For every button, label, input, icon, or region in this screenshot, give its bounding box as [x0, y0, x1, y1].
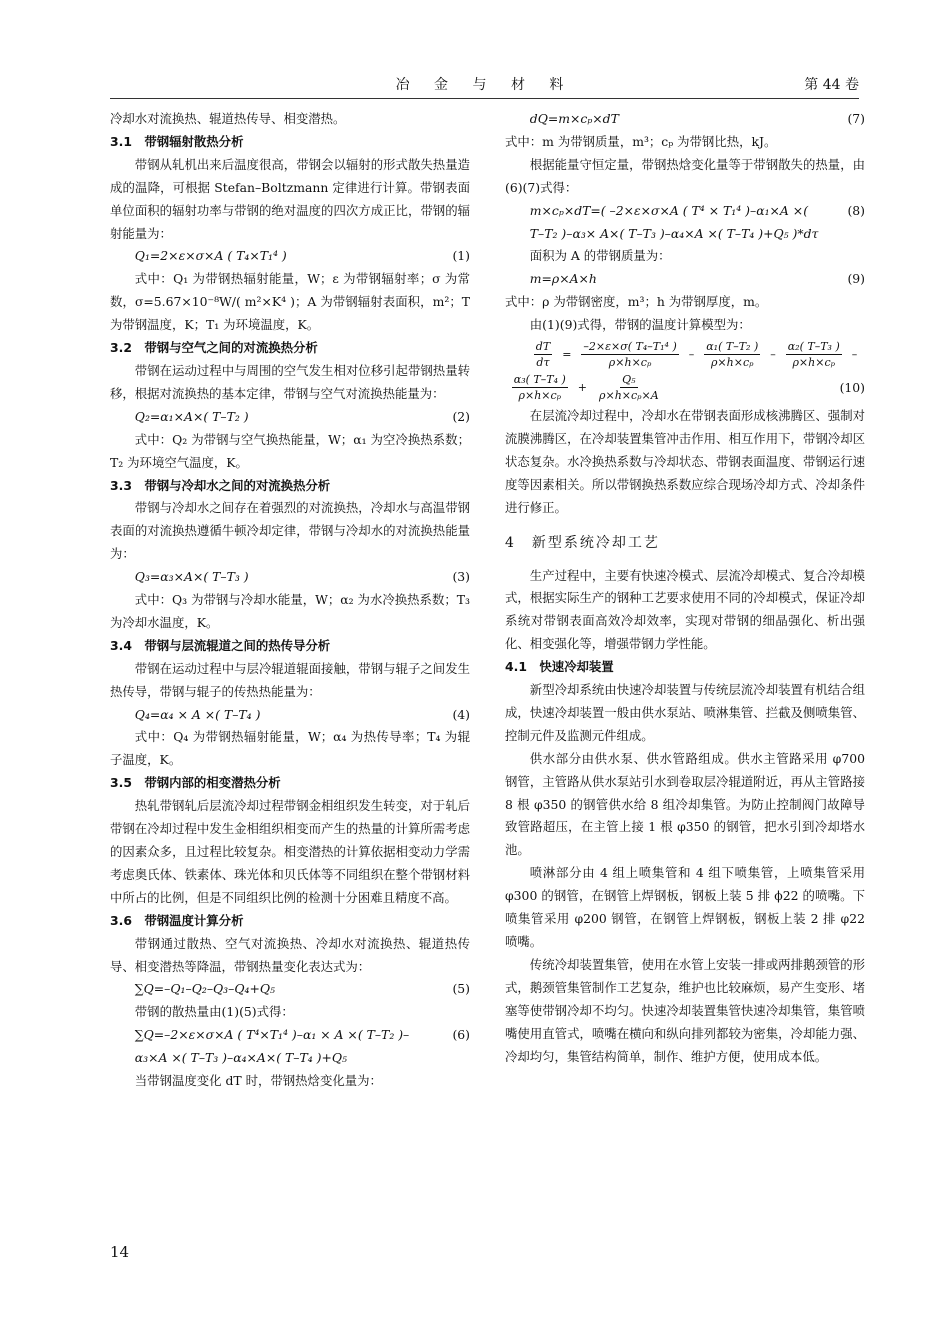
numerator: –2×ε×σ( T₄–T₁⁴ ) [583, 340, 677, 354]
operator: + [577, 381, 588, 395]
paragraph: 供水部分由供水泵、供水管路组成。供水主管路采用 φ700 钢管，主管路从供水泵站引水到卷取层冷辊道附近，再从主管路接 8 根 φ350 的钢管供水给 8 组冷却集管。为防止控制阀门故障导致管路超压，在主管上接 1 根 φ350 的钢管，把水引到冷却塔水池。 [505, 750, 865, 858]
section-heading-3-2: 3.2 带钢与空气之间的对流换热分析 [110, 340, 318, 356]
equation-text: Q₁=2×ε×σ×A ( T₄×T₁⁴ ) [134, 248, 287, 264]
left-column [110, 108, 470, 1093]
denominator: ρ×h×cₚ [518, 389, 562, 403]
operator: – [770, 348, 776, 362]
paragraph: 带钢的散热量由(1)(5)式得： [134, 1004, 294, 1020]
paragraph: 由(1)(9)式得，带钢的温度计算模型为： [529, 317, 751, 333]
fraction [512, 372, 568, 403]
equation-text: Q₂=α₁×A×( T–T₂ ) [134, 408, 249, 424]
paragraph: 传统冷却装置集管，使用在水管上安装一排或两排鹅颈管的形式，鹅颈管集管制作工艺复杂，维护也比较麻烦，易产生变形、堵塞等使带钢冷却不均匀。快速冷却装置集管快速冷却集管，集管喷嘴使用直管式，喷嘴在横向和纵向排列都较为密集，冷却能力强、冷却均匀，集管结构简单，制作、维护方便，使用成本低。 [505, 956, 865, 1064]
numerator: α₁( T–T₂ ) [706, 340, 759, 354]
numerator: α₃( T–T₄ ) [513, 373, 566, 387]
equation-text: ∑Q=–Q₁–Q₂–Q₃–Q₄+Q₅ [134, 981, 275, 997]
paragraph: 当带钢温度变化 dT 时，带钢热焓变化量为： [134, 1073, 382, 1089]
equation-10 [505, 339, 865, 403]
denominator: ρ×h×cₚ×A [599, 389, 659, 403]
fraction [597, 372, 661, 403]
equation-text: m=ρ×A×h [529, 271, 597, 287]
paragraph: 带钢从轧机出来后温度很高，带钢会以辐射的形式散失热量造成的温降，可根据 Stefan–Boltzmann 定律进行计算。带钢表面单位面积的辐射功率与带钢的绝对温度的四次方成正比，带钢的辐射能量为： [110, 156, 470, 241]
page-number: 14 [110, 1243, 130, 1261]
equation-number: (8) [847, 202, 865, 218]
equation-text: Q₄=α₄ × A ×( T–T₄ ) [134, 706, 261, 722]
section-heading-4: 4 新型系统冷却工艺 [505, 534, 660, 551]
fraction [704, 339, 760, 370]
section-heading-3-3: 3.3 带钢与冷却水之间的对流换热分析 [110, 477, 331, 493]
paragraph: 在层流冷却过程中，冷却水在带钢表面形成核沸腾区、强制对流膜沸腾区，在冷却装置集管冲击作用、相互作用下，带钢冷却区状态复杂。水冷换热系数与冷却状态、带钢表面温度、带钢运行速度等因素相关。所以带钢换热系数应综合现场冷却方式、冷却条件进行修正。 [505, 408, 865, 515]
equation-2 [110, 406, 470, 429]
denominator: ρ×h×cₚ [792, 356, 835, 370]
paragraph: 式中：Q₁ 为带钢热辐射能量，W；ε 为带钢辐射率；σ 为常数，σ=5.67×10⁻⁸W/( m²×K⁴ )；A 为带钢辐射表面积，m²；T 为带钢温度，K；T₁ 为环境温度，K。 [110, 271, 470, 333]
journal-title: 冶 金 与 材 料 [395, 77, 574, 93]
equation-7 [505, 108, 865, 131]
volume-label: 第 44 卷 [804, 77, 859, 93]
equation-number: (4) [452, 706, 470, 722]
equation-8 [505, 200, 865, 246]
section-heading-3-6: 3.6 带钢温度计算分析 [110, 912, 244, 928]
equation-text: dQ=m×cₚ×dT [529, 111, 619, 126]
denominator: ρ×h×cₚ [710, 356, 754, 370]
numerator: Q₅ [622, 373, 636, 387]
paragraph: 式中：Q₃ 为带钢与冷却水能量，W；α₂ 为水冷换热系数；T₃ 为冷却水温度，K。 [110, 592, 470, 630]
operator: – [851, 348, 858, 362]
denominator: ρ×h×cₚ [608, 356, 652, 370]
section-heading-3-4: 3.4 带钢与层流辊道之间的热传导分析 [110, 637, 331, 653]
equation-number: (5) [452, 981, 470, 997]
numerator: dT [535, 340, 551, 354]
section-heading-3-1: 3.1 带钢辐射散热分析 [110, 133, 244, 149]
equation-1 [110, 245, 470, 268]
section-heading-4-1: 4.1 快速冷却装置 [505, 659, 614, 675]
equation-9 [505, 268, 865, 291]
paragraph: 带钢在运动过程中与层冷辊道辊面接触，带钢与辊子之间发生热传导，带钢与辊子的传热热能量为： [110, 660, 470, 699]
equation-10-line-1 [530, 339, 865, 370]
equation-text: m×cₚ×dT=( –2×ε×σ×A ( T⁴ × T₁⁴ )–α₁×A ×( T–T₂ )–α₃× A×( T–T₃ )–α₄×A ×( T–T₄ )+Q₅ )*dτ [529, 202, 819, 241]
equation-number: (10) [839, 380, 865, 396]
paragraph: 式中：Q₄ 为带钢热辐射能量，W；α₄ 为热传导率；T₄ 为辊子温度，K。 [110, 729, 470, 768]
operator: – [688, 348, 695, 362]
section-heading-3-5: 3.5 带钢内部的相变潜热分析 [110, 775, 281, 791]
fraction [534, 339, 552, 370]
equation-5 [110, 978, 470, 1001]
paragraph: 式中：Q₂ 为带钢与空气换热能量，W；α₁ 为空冷换热系数；T₂ 为环境空气温度，K。 [110, 431, 470, 470]
paragraph: 喷淋部分由 4 组上喷集管和 4 组下喷集管，上喷集管采用 φ300 的钢管，在钢管上焊钢板，钢板上装 5 排 ϕ22 的喷嘴。下喷集管采用 φ200 钢管，在钢管上焊钢板，钢板上装 2 排 φ22 喷嘴。 [505, 865, 865, 949]
paragraph: 热轧带钢轧后层流冷却过程带钢金相组织发生转变，对于轧后带钢在冷却过程中发生金相组织相变而产生的热量的计算所需考虑的因素众多，且过程比较复杂。相变潜热的计算依据相变动力学需考虑奥氏体、铁素体、珠光体和贝氏体等不同组织在整个带钢材料中所占的比例，但是不同组织比例的检测十分困难且精度不高。 [110, 798, 470, 905]
equation-number: (2) [452, 408, 470, 424]
paragraph: 面积为 A 的带钢质量为： [529, 248, 671, 264]
equation-6 [110, 1024, 470, 1070]
equation-text: Q₃=α₃×A×( T–T₃ ) [134, 569, 249, 585]
paragraph: 式中：m 为带钢质量，m³；cₚ 为带钢比热，kJ。 [505, 133, 777, 149]
paragraph: 根据能量守恒定量，带钢热焓变化量等于带钢散失的热量，由(6)(7)式得： [505, 156, 865, 195]
paragraph: 带钢与冷却水之间存在着强烈的对流换热，冷却水与高温带钢表面的对流换热遵循牛顿冷却定律，带钢与冷却水的对流换热能量为： [110, 500, 470, 562]
equation-number: (1) [452, 248, 470, 264]
equation-10-line-2 [508, 372, 865, 403]
equation-number: (9) [847, 271, 865, 287]
paragraph: 冷却水对流换热、辊道热传导、相变潜热。 [110, 111, 346, 126]
denominator: dτ [536, 356, 550, 370]
equation-4 [110, 704, 470, 727]
equation-number: (3) [452, 569, 470, 585]
paragraph: 带钢在运动过程中与周围的空气发生相对位移引起带钢热量转移，根据对流换热的基本定律，带钢与空气对流换热能量为： [110, 362, 470, 401]
paragraph: 带钢通过散热、空气对流换热、冷却水对流换热、辊道热传导、相变潜热等降温，带钢热量变化表达式为： [110, 935, 470, 974]
equation-3 [110, 566, 470, 589]
equation-number: (6) [452, 1027, 470, 1043]
paragraph: 生产过程中，主要有快速冷模式、层流冷却模式、复合冷却模式，根据实际生产的钢种工艺要求使用不同的冷却模式，保证冷却系统对带钢表面高效冷却效率，实现对带钢的细晶强化、析出强化、相变强化等，增强带钢力学性能。 [505, 567, 865, 652]
equation-number: (7) [847, 111, 865, 126]
paragraph: 式中：ρ 为带钢密度，m³；h 为带钢厚度，m。 [505, 294, 768, 310]
equation-text: ∑Q=–2×ε×σ×A ( T⁴×T₁⁴ )–α₁ × A ×( T–T₂ )–α₃×A ×( T–T₃ )–α₄×A×( T–T₄ )+Q₅ [134, 1027, 410, 1066]
running-header [110, 70, 859, 99]
right-column [505, 108, 865, 1068]
paragraph: 新型冷却系统由快速冷却装置与传统层流冷却装置有机结合组成，快速冷却装置一般由供水泵站、喷淋集管、拦截及侧喷集管、控制元件及监测元件组成。 [505, 682, 865, 743]
numerator: α₂( T–T₃ ) [787, 340, 840, 354]
operator: = [562, 348, 572, 362]
fraction [581, 339, 678, 370]
fraction [786, 339, 842, 370]
